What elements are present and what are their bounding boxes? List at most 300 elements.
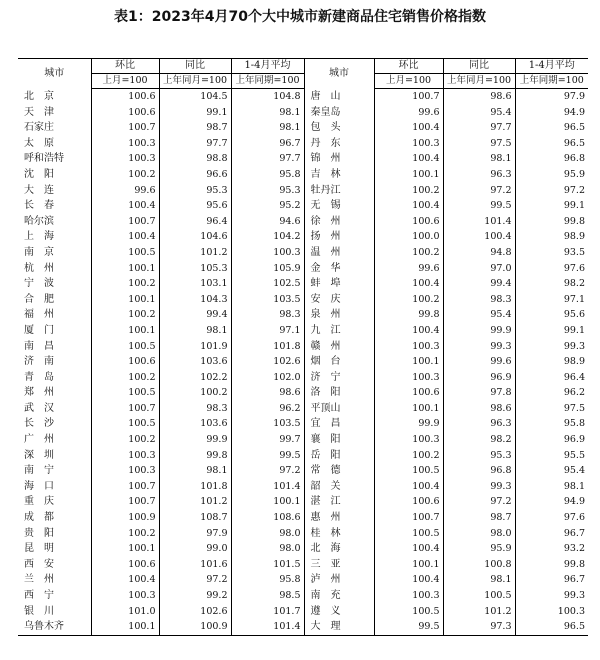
avg-value-right: 97.1 bbox=[515, 292, 588, 308]
mom-value-left: 100.1 bbox=[91, 292, 159, 308]
city-name-left: 青 岛 bbox=[24, 371, 54, 383]
yoy-value-right: 95.4 bbox=[443, 105, 515, 121]
city-name-right: 常 德 bbox=[304, 463, 374, 479]
avg-value-right: 99.8 bbox=[515, 557, 588, 573]
city-name-right: 襄 阳 bbox=[304, 432, 374, 448]
mom-value-right: 100.4 bbox=[374, 572, 443, 588]
city-name-left: 南 京 bbox=[24, 246, 54, 258]
city-name-left: 南 昌 bbox=[24, 340, 54, 352]
city-name-left: 呼和浩特 bbox=[24, 153, 64, 165]
avg-value-left: 99.7 bbox=[231, 432, 304, 448]
city-name-right: 三 亚 bbox=[304, 557, 374, 573]
table-row bbox=[18, 416, 588, 432]
yoy-value-left: 103.6 bbox=[159, 354, 231, 370]
mom-value-left: 101.0 bbox=[91, 604, 159, 620]
mom-value-left: 100.6 bbox=[91, 105, 159, 121]
yoy-value-left: 105.3 bbox=[159, 261, 231, 277]
mom-value-right: 100.1 bbox=[374, 354, 443, 370]
city-name-right: 岳 阳 bbox=[304, 448, 374, 464]
mom-value-left: 100.2 bbox=[91, 432, 159, 448]
yoy-value-right: 97.7 bbox=[443, 120, 515, 136]
mom-value-left: 100.6 bbox=[91, 557, 159, 573]
avg-value-right: 99.3 bbox=[515, 588, 588, 604]
avg-value-left: 103.5 bbox=[231, 416, 304, 432]
city-name-right: 遵 义 bbox=[304, 604, 374, 620]
mom-value-right: 100.5 bbox=[374, 526, 443, 542]
header-city-left: 城市 bbox=[18, 59, 91, 89]
header-yoy-sub-left: 上年同月=100 bbox=[159, 74, 231, 89]
avg-value-left: 98.3 bbox=[231, 307, 304, 323]
table-row bbox=[18, 292, 588, 308]
yoy-value-left: 103.6 bbox=[159, 416, 231, 432]
mom-value-left: 100.5 bbox=[91, 339, 159, 355]
city-name-right: 温 州 bbox=[304, 245, 374, 261]
yoy-value-left: 99.2 bbox=[159, 588, 231, 604]
city-name-right: 惠 州 bbox=[304, 510, 374, 526]
city-name-left: 武 汉 bbox=[24, 402, 54, 414]
avg-value-right: 99.8 bbox=[515, 214, 588, 230]
yoy-value-left: 103.1 bbox=[159, 276, 231, 292]
yoy-value-right: 100.8 bbox=[443, 557, 515, 573]
mom-value-right: 99.9 bbox=[374, 416, 443, 432]
avg-value-right: 96.8 bbox=[515, 151, 588, 167]
table-row bbox=[18, 448, 588, 464]
avg-value-left: 95.8 bbox=[231, 572, 304, 588]
avg-value-right: 99.3 bbox=[515, 339, 588, 355]
city-name-right: 扬 州 bbox=[304, 229, 374, 245]
mom-value-left: 100.5 bbox=[91, 245, 159, 261]
yoy-value-right: 99.3 bbox=[443, 339, 515, 355]
mom-value-right: 99.6 bbox=[374, 105, 443, 121]
avg-value-left: 95.3 bbox=[231, 183, 304, 199]
mom-value-right: 99.6 bbox=[374, 261, 443, 277]
city-name-right: 秦皇岛 bbox=[304, 105, 374, 121]
header-avg-sub-right: 上年同期=100 bbox=[515, 74, 588, 89]
avg-value-right: 98.1 bbox=[515, 479, 588, 495]
avg-value-right: 95.8 bbox=[515, 416, 588, 432]
mom-value-right: 100.5 bbox=[374, 463, 443, 479]
mom-value-right: 100.3 bbox=[374, 588, 443, 604]
mom-value-right: 100.6 bbox=[374, 385, 443, 401]
yoy-value-right: 98.1 bbox=[443, 572, 515, 588]
city-name-right: 洛 阳 bbox=[304, 385, 374, 401]
mom-value-right: 100.4 bbox=[374, 541, 443, 557]
yoy-value-left: 95.6 bbox=[159, 198, 231, 214]
table-row bbox=[18, 167, 588, 183]
mom-value-left: 100.3 bbox=[91, 136, 159, 152]
table-row bbox=[18, 198, 588, 214]
yoy-value-right: 101.4 bbox=[443, 214, 515, 230]
mom-value-left: 100.6 bbox=[91, 89, 159, 105]
avg-value-right: 98.2 bbox=[515, 276, 588, 292]
city-name-left: 长 沙 bbox=[24, 418, 54, 430]
city-name-left: 石家庄 bbox=[24, 122, 54, 134]
avg-value-left: 98.1 bbox=[231, 105, 304, 121]
table-row bbox=[18, 604, 588, 620]
avg-value-left: 102.0 bbox=[231, 370, 304, 386]
header-yoy-right: 同比 bbox=[443, 59, 515, 74]
price-index-table bbox=[18, 58, 588, 636]
yoy-value-left: 104.6 bbox=[159, 229, 231, 245]
yoy-value-left: 97.9 bbox=[159, 526, 231, 542]
table-row bbox=[18, 541, 588, 557]
mom-value-right: 100.3 bbox=[374, 370, 443, 386]
mom-value-left: 100.7 bbox=[91, 479, 159, 495]
yoy-value-right: 99.5 bbox=[443, 198, 515, 214]
city-name-left: 合 肥 bbox=[24, 293, 54, 305]
avg-value-right: 96.4 bbox=[515, 370, 588, 386]
city-name-right: 平顶山 bbox=[304, 401, 374, 417]
yoy-value-right: 99.4 bbox=[443, 276, 515, 292]
yoy-value-right: 97.2 bbox=[443, 494, 515, 510]
yoy-value-right: 98.3 bbox=[443, 292, 515, 308]
mom-value-right: 100.4 bbox=[374, 276, 443, 292]
city-name-left: 宁 波 bbox=[24, 278, 54, 290]
mom-value-right: 100.5 bbox=[374, 604, 443, 620]
city-name-left: 大 连 bbox=[24, 184, 54, 196]
header-city-right: 城市 bbox=[304, 59, 374, 89]
avg-value-right: 99.1 bbox=[515, 198, 588, 214]
avg-value-left: 101.4 bbox=[231, 479, 304, 495]
avg-value-right: 96.7 bbox=[515, 526, 588, 542]
yoy-value-right: 97.5 bbox=[443, 136, 515, 152]
avg-value-left: 102.6 bbox=[231, 354, 304, 370]
yoy-value-right: 98.0 bbox=[443, 526, 515, 542]
avg-value-right: 100.3 bbox=[515, 604, 588, 620]
mom-value-left: 100.7 bbox=[91, 494, 159, 510]
table-row bbox=[18, 229, 588, 245]
avg-value-right: 95.4 bbox=[515, 463, 588, 479]
table-row bbox=[18, 183, 588, 199]
table-row bbox=[18, 510, 588, 526]
mom-value-right: 100.3 bbox=[374, 136, 443, 152]
avg-value-left: 97.1 bbox=[231, 323, 304, 339]
table-row bbox=[18, 557, 588, 573]
table-row bbox=[18, 401, 588, 417]
avg-value-right: 94.9 bbox=[515, 105, 588, 121]
mom-value-right: 100.6 bbox=[374, 494, 443, 510]
mom-value-left: 100.5 bbox=[91, 416, 159, 432]
city-name-left: 郑 州 bbox=[24, 387, 54, 399]
yoy-value-left: 108.7 bbox=[159, 510, 231, 526]
mom-value-left: 100.1 bbox=[91, 541, 159, 557]
yoy-value-right: 95.9 bbox=[443, 541, 515, 557]
header-mom-sub-right: 上月=100 bbox=[374, 74, 443, 89]
yoy-value-left: 100.2 bbox=[159, 385, 231, 401]
mom-value-right: 100.4 bbox=[374, 120, 443, 136]
header-avg-right: 1-4月平均 bbox=[515, 59, 588, 74]
avg-value-left: 105.9 bbox=[231, 261, 304, 277]
mom-value-left: 100.4 bbox=[91, 229, 159, 245]
mom-value-left: 100.5 bbox=[91, 385, 159, 401]
mom-value-left: 100.2 bbox=[91, 307, 159, 323]
table-row bbox=[18, 276, 588, 292]
yoy-value-left: 102.6 bbox=[159, 604, 231, 620]
city-name-right: 安 庆 bbox=[304, 292, 374, 308]
header-avg-left: 1-4月平均 bbox=[231, 59, 304, 74]
avg-value-left: 95.2 bbox=[231, 198, 304, 214]
mom-value-right: 100.1 bbox=[374, 401, 443, 417]
city-name-left: 太 原 bbox=[24, 137, 54, 149]
city-name-left: 西 宁 bbox=[24, 590, 54, 601]
avg-value-left: 104.8 bbox=[231, 89, 304, 105]
avg-value-left: 101.8 bbox=[231, 339, 304, 355]
yoy-value-left: 101.2 bbox=[159, 245, 231, 261]
table-row bbox=[18, 479, 588, 495]
yoy-value-right: 100.4 bbox=[443, 229, 515, 245]
avg-value-left: 101.7 bbox=[231, 604, 304, 620]
yoy-value-left: 102.2 bbox=[159, 370, 231, 386]
mom-value-left: 100.1 bbox=[91, 323, 159, 339]
city-name-left: 深 圳 bbox=[24, 449, 54, 461]
avg-value-right: 95.5 bbox=[515, 448, 588, 464]
mom-value-left: 100.4 bbox=[91, 198, 159, 214]
yoy-value-left: 99.9 bbox=[159, 432, 231, 448]
yoy-value-right: 96.3 bbox=[443, 167, 515, 183]
avg-value-right: 94.9 bbox=[515, 494, 588, 510]
yoy-value-right: 97.3 bbox=[443, 619, 515, 635]
city-name-left: 兰 州 bbox=[24, 574, 54, 586]
mom-value-left: 100.2 bbox=[91, 167, 159, 183]
mom-value-right: 100.3 bbox=[374, 432, 443, 448]
city-name-left: 杭 州 bbox=[24, 262, 54, 274]
city-name-left: 银 川 bbox=[24, 605, 54, 617]
avg-value-left: 94.6 bbox=[231, 214, 304, 230]
yoy-value-left: 99.1 bbox=[159, 105, 231, 121]
table-row bbox=[18, 354, 588, 370]
yoy-value-left: 98.3 bbox=[159, 401, 231, 417]
city-name-right: 无 锡 bbox=[304, 198, 374, 214]
yoy-value-right: 98.6 bbox=[443, 401, 515, 417]
mom-value-right: 100.7 bbox=[374, 89, 443, 105]
table-row bbox=[18, 588, 588, 604]
mom-value-left: 100.9 bbox=[91, 510, 159, 526]
avg-value-right: 97.6 bbox=[515, 261, 588, 277]
yoy-value-right: 96.9 bbox=[443, 370, 515, 386]
table-row bbox=[18, 494, 588, 510]
header-mom-left: 环比 bbox=[91, 59, 159, 74]
city-name-right: 北 海 bbox=[304, 541, 374, 557]
avg-value-right: 97.9 bbox=[515, 89, 588, 105]
avg-value-right: 97.5 bbox=[515, 401, 588, 417]
yoy-value-right: 97.8 bbox=[443, 385, 515, 401]
city-name-right: 泸 州 bbox=[304, 572, 374, 588]
mom-value-right: 100.0 bbox=[374, 229, 443, 245]
table-row bbox=[18, 245, 588, 261]
avg-value-right: 98.9 bbox=[515, 354, 588, 370]
city-name-left: 西 安 bbox=[24, 558, 54, 570]
yoy-value-left: 101.6 bbox=[159, 557, 231, 573]
yoy-value-left: 97.7 bbox=[159, 136, 231, 152]
yoy-value-right: 101.2 bbox=[443, 604, 515, 620]
avg-value-left: 102.5 bbox=[231, 276, 304, 292]
mom-value-left: 100.7 bbox=[91, 214, 159, 230]
yoy-value-right: 96.8 bbox=[443, 463, 515, 479]
avg-value-left: 96.7 bbox=[231, 136, 304, 152]
avg-value-right: 93.2 bbox=[515, 541, 588, 557]
city-name-right: 吉 林 bbox=[304, 167, 374, 183]
avg-value-right: 96.5 bbox=[515, 120, 588, 136]
mom-value-left: 100.3 bbox=[91, 151, 159, 167]
table-row bbox=[18, 120, 588, 136]
avg-value-left: 100.1 bbox=[231, 494, 304, 510]
yoy-value-left: 97.2 bbox=[159, 572, 231, 588]
city-name-left: 北 京 bbox=[24, 90, 54, 102]
avg-value-left: 97.2 bbox=[231, 463, 304, 479]
avg-value-right: 98.9 bbox=[515, 229, 588, 245]
yoy-value-left: 104.3 bbox=[159, 292, 231, 308]
yoy-value-right: 99.6 bbox=[443, 354, 515, 370]
yoy-value-left: 104.5 bbox=[159, 89, 231, 105]
avg-value-left: 103.5 bbox=[231, 292, 304, 308]
city-name-left: 厦 门 bbox=[24, 324, 54, 336]
yoy-value-left: 99.0 bbox=[159, 541, 231, 557]
yoy-value-left: 98.8 bbox=[159, 151, 231, 167]
mom-value-right: 100.2 bbox=[374, 245, 443, 261]
avg-value-left: 101.5 bbox=[231, 557, 304, 573]
mom-value-right: 100.4 bbox=[374, 198, 443, 214]
yoy-value-left: 101.2 bbox=[159, 494, 231, 510]
table-row bbox=[18, 526, 588, 542]
table-row bbox=[18, 261, 588, 277]
mom-value-right: 100.2 bbox=[374, 448, 443, 464]
table-row bbox=[18, 572, 588, 588]
mom-value-right: 100.4 bbox=[374, 323, 443, 339]
mom-value-right: 100.4 bbox=[374, 151, 443, 167]
city-name-left: 长 春 bbox=[24, 200, 54, 212]
avg-value-right: 97.2 bbox=[515, 183, 588, 199]
table-title: 表1：2023年4月70个大中城市新建商品住宅销售价格指数 bbox=[114, 9, 486, 25]
mom-value-left: 100.7 bbox=[91, 120, 159, 136]
city-name-right: 金 华 bbox=[304, 261, 374, 277]
avg-value-right: 95.9 bbox=[515, 167, 588, 183]
table-row bbox=[18, 136, 588, 152]
yoy-value-right: 100.5 bbox=[443, 588, 515, 604]
city-name-right: 湛 江 bbox=[304, 494, 374, 510]
table-row bbox=[18, 323, 588, 339]
yoy-value-left: 98.1 bbox=[159, 463, 231, 479]
avg-value-left: 98.1 bbox=[231, 120, 304, 136]
header-avg-sub-left: 上年同期=100 bbox=[231, 74, 304, 89]
table-row bbox=[18, 151, 588, 167]
avg-value-left: 99.5 bbox=[231, 448, 304, 464]
yoy-value-left: 101.8 bbox=[159, 479, 231, 495]
city-name-right: 泉 州 bbox=[304, 307, 374, 323]
table-row bbox=[18, 619, 588, 635]
yoy-value-left: 100.9 bbox=[159, 619, 231, 635]
yoy-value-left: 96.4 bbox=[159, 214, 231, 230]
city-name-left: 贵 阳 bbox=[24, 527, 54, 539]
avg-value-left: 97.7 bbox=[231, 151, 304, 167]
table-body bbox=[18, 89, 588, 636]
yoy-value-left: 98.1 bbox=[159, 323, 231, 339]
city-name-right: 济 宁 bbox=[304, 370, 374, 386]
mom-value-left: 100.3 bbox=[91, 448, 159, 464]
avg-value-left: 100.3 bbox=[231, 245, 304, 261]
city-name-left: 广 州 bbox=[24, 434, 54, 446]
mom-value-left: 100.7 bbox=[91, 401, 159, 417]
city-name-left: 海 口 bbox=[24, 480, 54, 492]
mom-value-right: 100.1 bbox=[374, 557, 443, 573]
yoy-value-left: 96.6 bbox=[159, 167, 231, 183]
city-name-left: 天 津 bbox=[24, 106, 54, 118]
avg-value-left: 96.2 bbox=[231, 401, 304, 417]
yoy-value-right: 98.2 bbox=[443, 432, 515, 448]
yoy-value-right: 99.3 bbox=[443, 479, 515, 495]
yoy-value-right: 98.7 bbox=[443, 510, 515, 526]
yoy-value-right: 99.9 bbox=[443, 323, 515, 339]
avg-value-right: 99.1 bbox=[515, 323, 588, 339]
mom-value-left: 100.3 bbox=[91, 463, 159, 479]
city-name-left: 南 宁 bbox=[24, 465, 54, 477]
table-row bbox=[18, 385, 588, 401]
city-name-right: 丹 东 bbox=[304, 136, 374, 152]
avg-value-left: 98.0 bbox=[231, 526, 304, 542]
mom-value-right: 99.5 bbox=[374, 619, 443, 635]
header-mom-sub-left: 上月=100 bbox=[91, 74, 159, 89]
header-mom-right: 环比 bbox=[374, 59, 443, 74]
avg-value-right: 96.5 bbox=[515, 619, 588, 635]
yoy-value-right: 98.1 bbox=[443, 151, 515, 167]
mom-value-right: 100.4 bbox=[374, 479, 443, 495]
city-name-right: 南 充 bbox=[304, 588, 374, 604]
mom-value-left: 100.4 bbox=[91, 572, 159, 588]
yoy-value-right: 95.3 bbox=[443, 448, 515, 464]
city-name-right: 锦 州 bbox=[304, 151, 374, 167]
city-name-right: 牡丹江 bbox=[304, 183, 374, 199]
avg-value-left: 98.0 bbox=[231, 541, 304, 557]
city-name-left: 重 庆 bbox=[24, 496, 54, 508]
avg-value-right: 97.6 bbox=[515, 510, 588, 526]
yoy-value-right: 96.3 bbox=[443, 416, 515, 432]
avg-value-left: 98.6 bbox=[231, 385, 304, 401]
table-row bbox=[18, 89, 588, 105]
mom-value-right: 100.2 bbox=[374, 183, 443, 199]
yoy-value-left: 99.8 bbox=[159, 448, 231, 464]
mom-value-right: 100.2 bbox=[374, 292, 443, 308]
city-name-right: 赣 州 bbox=[304, 339, 374, 355]
yoy-value-right: 97.0 bbox=[443, 261, 515, 277]
mom-value-left: 100.6 bbox=[91, 354, 159, 370]
city-name-left: 济 南 bbox=[24, 356, 54, 368]
city-name-left: 昆 明 bbox=[24, 543, 54, 555]
mom-value-left: 100.2 bbox=[91, 370, 159, 386]
mom-value-left: 100.1 bbox=[91, 619, 159, 635]
city-name-left: 上 海 bbox=[24, 231, 54, 243]
avg-value-left: 104.2 bbox=[231, 229, 304, 245]
table-row bbox=[18, 339, 588, 355]
city-name-right: 韶 关 bbox=[304, 479, 374, 495]
mom-value-right: 100.3 bbox=[374, 339, 443, 355]
city-name-right: 桂 林 bbox=[304, 526, 374, 542]
table-row bbox=[18, 214, 588, 230]
city-name-right: 包 头 bbox=[304, 120, 374, 136]
yoy-value-left: 101.9 bbox=[159, 339, 231, 355]
city-name-left: 哈尔滨 bbox=[24, 215, 54, 227]
table-row bbox=[18, 432, 588, 448]
mom-value-left: 100.3 bbox=[91, 588, 159, 604]
mom-value-left: 100.1 bbox=[91, 261, 159, 277]
mom-value-right: 100.7 bbox=[374, 510, 443, 526]
table-row bbox=[18, 370, 588, 386]
table-row bbox=[18, 105, 588, 121]
header-yoy-sub-right: 上年同月=100 bbox=[443, 74, 515, 89]
avg-value-right: 95.6 bbox=[515, 307, 588, 323]
header-yoy-left: 同比 bbox=[159, 59, 231, 74]
avg-value-left: 101.4 bbox=[231, 619, 304, 635]
yoy-value-right: 95.4 bbox=[443, 307, 515, 323]
city-name-left: 成 都 bbox=[24, 512, 54, 524]
